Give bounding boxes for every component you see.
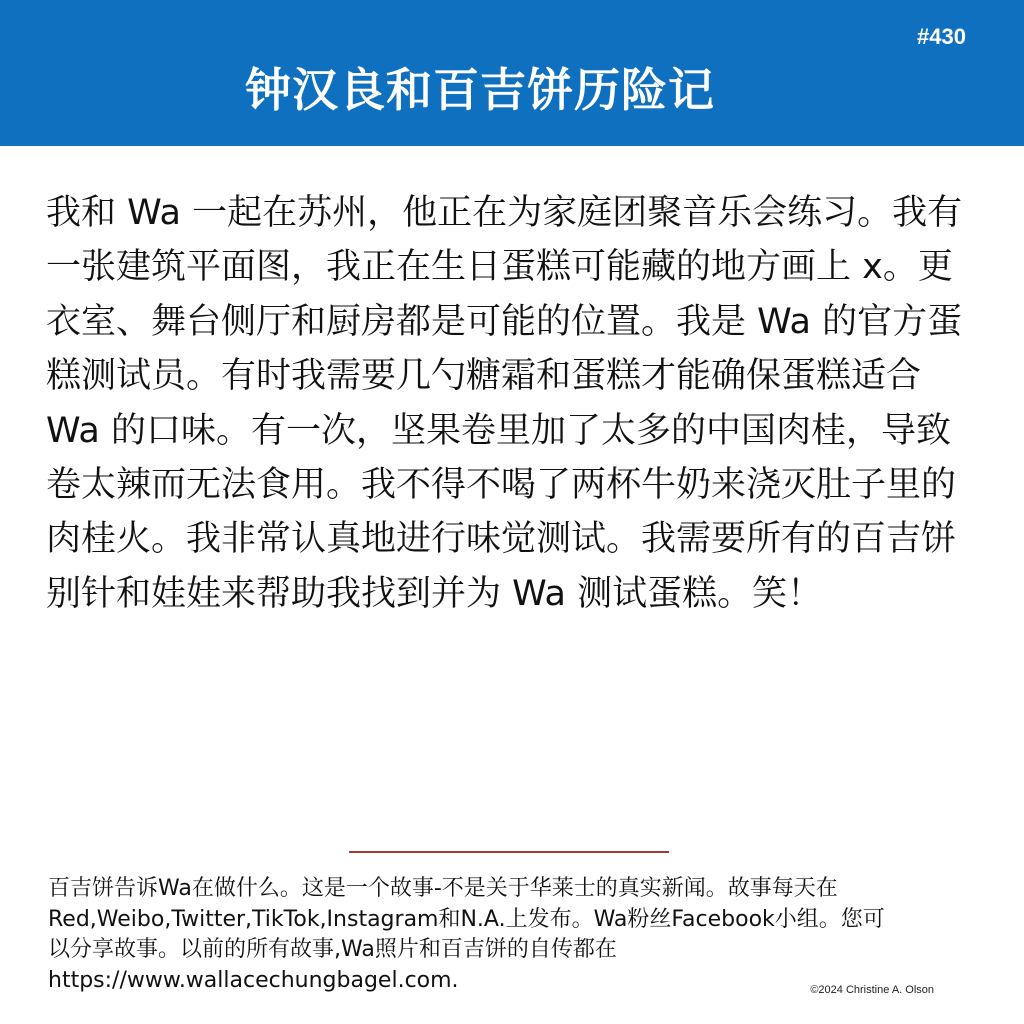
story-text: 我和 Wa 一起在苏州，他正在为家庭团聚音乐会练习。我有一张建筑平面图，我正在生日蛋糕可能藏的地方画上 x。更衣室、舞台侧厅和厨房都是可能的位置。我是 Wa 的官方蛋糕测试员。有时我需要几勺糖霜和蛋糕才能确保蛋糕适合 Wa 的口味。有一次，坚果卷里加了太多的中国肉桂，导致卷太辣而无法食用。我不得不喝了两杯牛奶来浇灭肚子里的肉桂火。我非常认真地进行味觉测试。我需要所有的百吉饼别针和娃娃来帮助我找到并为 Wa 测试蛋糕。笑！ bbox=[46, 193, 963, 614]
divider bbox=[349, 851, 669, 853]
footer-line: Red,Weibo,Twitter,TikTok,Instagram和N.A.上发布。Wa粉丝Facebook小组。您可 bbox=[48, 906, 885, 932]
issue-number: #430 bbox=[917, 24, 966, 49]
footer-line: 以分享故事。以前的所有故事,Wa照片和百吉饼的自传都在 bbox=[48, 937, 617, 962]
page-title: 钟汉良和百吉饼历险记 bbox=[245, 63, 715, 117]
header-banner bbox=[0, 0, 1024, 146]
copyright: ©2024 Christine A. Olson bbox=[810, 984, 934, 996]
footer-note bbox=[48, 874, 983, 996]
footer-line: 百吉饼告诉Wa在做什么。这是一个故事-不是关于华莱士的真实新闻。故事每天在 bbox=[48, 876, 838, 901]
website-link[interactable]: https://www.wallacechungbagel.com. bbox=[48, 967, 459, 993]
